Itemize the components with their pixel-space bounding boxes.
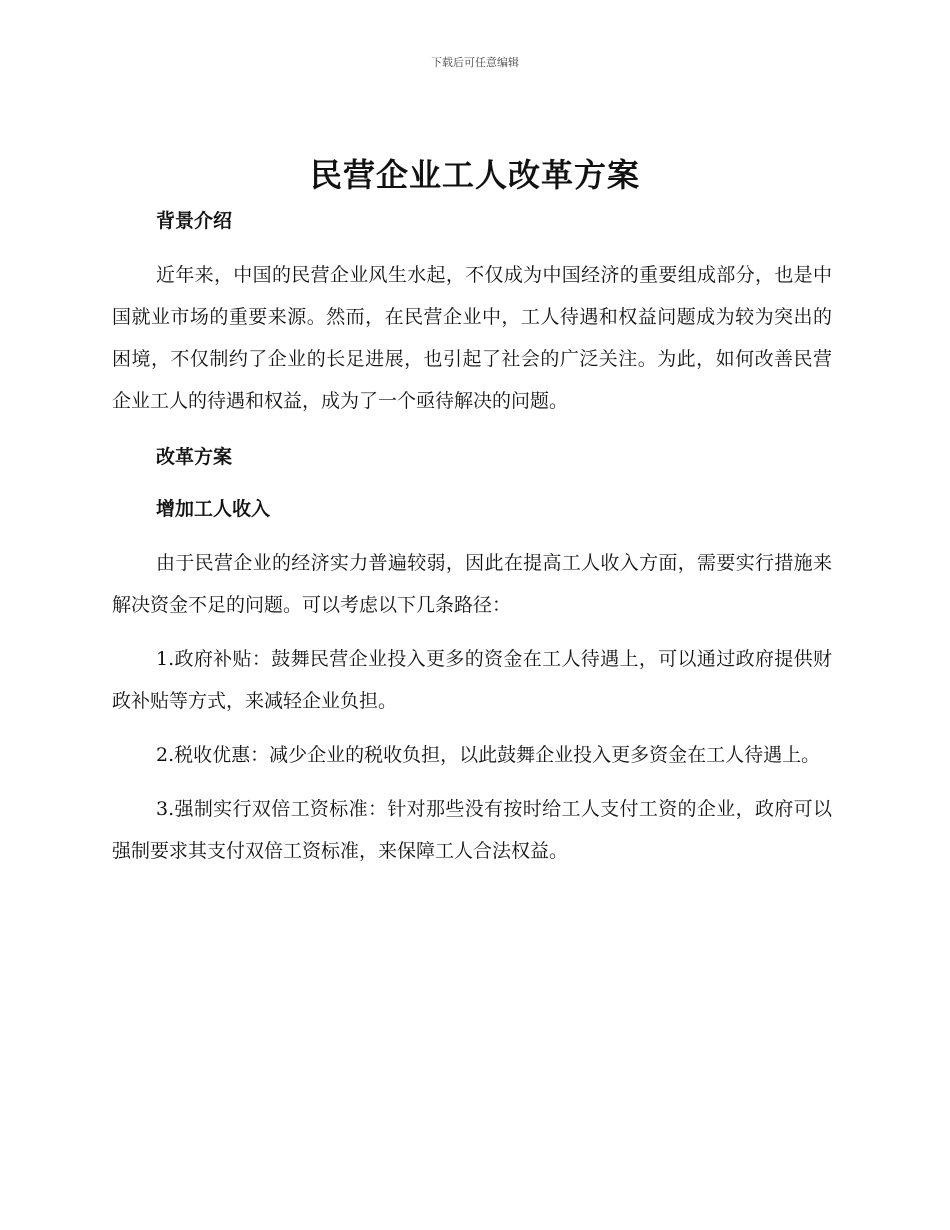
- header-note: 下载后可任意编辑: [431, 56, 519, 69]
- section-heading-background: 背景介绍: [156, 210, 233, 232]
- document-body: [112, 204, 832, 872]
- paragraph-income-intro: 由于民营企业的经济实力普遍较弱，因此在提高工人收入方面，需要实行措施来解决资金不足的问题。可以考虑以下几条路径：: [112, 552, 832, 616]
- section-heading-reform-plan: 改革方案: [156, 446, 233, 468]
- paragraph-background: 近年来，中国的民营企业风生水起，不仅成为中国经济的重要组成部分，也是中国就业市场的重要来源。然而，在民营企业中，工人待遇和权益问题成为较为突出的困境，不仅制约了企业的长足进展，也引起了社会的广泛关注。为此，如何改善民营企业工人的待遇和权益，成为了一个亟待解决的问题。: [112, 264, 832, 412]
- paragraph-item-3: 3.强制实行双倍工资标准：针对那些没有按时给工人支付工资的企业，政府可以强制要求其支付双倍工资标准，来保障工人合法权益。: [112, 798, 832, 862]
- paragraph-item-2: 2.税收优惠：减少企业的税收负担，以此鼓舞企业投入更多资金在工人待遇上。: [156, 744, 821, 766]
- document-title: 民营企业工人改革方案: [309, 156, 640, 194]
- section-heading-increase-income: 增加工人收入: [156, 498, 271, 520]
- paragraph-item-1: 1.政府补贴：鼓舞民营企业投入更多的资金在工人待遇上，可以通过政府提供财政补贴等方式，来减轻企业负担。: [112, 648, 832, 712]
